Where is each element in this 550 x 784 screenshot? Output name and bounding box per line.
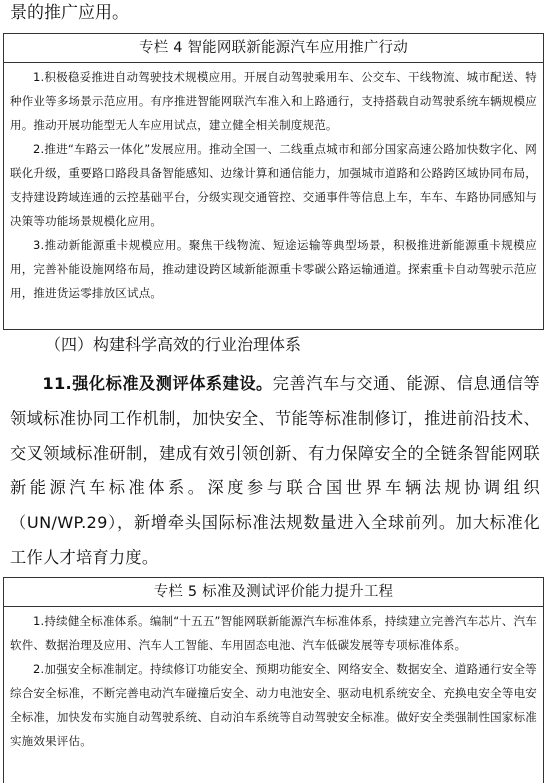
section-heading: （四）构建科学高效的行业治理体系 — [45, 335, 302, 354]
special-column-5-box — [3, 577, 544, 783]
column-5-item-1: 1.持续健全标准体系。编制“十五五”智能网联新能源汽车标准体系，持续建立完善汽车芯片、汽车软件、数据治理及应用、汽车人工智能、车用固态电池、汽车低碳发展等专项标准体系。 — [10, 614, 537, 652]
body-paragraph — [10, 367, 540, 576]
column-4-item-1: 1.积极稳妥推进自动驾驶技术规模应用。开展自动驾驶乘用车、公交车、干线物流、城市配送、特种作业等多场景示范应用。有序推进智能网联汽车准入和上路通行，支持搭载自动驾驶系统车辆规模应用。推动开展功能型无人车应用试点，建立健全相关制度规范。 — [10, 70, 537, 132]
special-column-4-box — [3, 33, 544, 330]
paragraph-text: 完善汽车与交通、能源、信息通信等领域标准协同工作机制，加快安全、节能等标准制修订，推进前沿技术、交叉领域标准研制，建成有效引领创新、有力保障安全的全链条智能网联新能源汽车标准体系。深度参与联合国世界车辆法规协调组织（UN/WP.29），新增牵头国际标准法规数量进入全球前列。加大标准化工作人才培育力度。 — [10, 374, 540, 567]
special-column-5-title: 专栏 5 标准及测试评价能力提升工程 — [4, 578, 543, 607]
special-column-4-title: 专栏 4 智能网联新能源汽车应用推广行动 — [4, 34, 543, 63]
column-4-item-3: 3.推动新能源重卡规模应用。聚焦干线物流、短途运输等典型场景，积极推进新能源重卡规模应用，完善补能设施网络布局，推动建设跨区域新能源重卡零碳公路运输通道。探索重卡自动驾驶示范应用，推进货运零排放区试点。 — [10, 238, 537, 300]
paragraph-lead: 11.强化标准及测评体系建设。 — [42, 374, 273, 393]
column-5-item-2: 2.加强安全标准制定。持续修订功能安全、预期功能安全、网络安全、数据安全、道路通行安全等综合安全标准，不断完善电动汽车碰撞后安全、动力电池安全、驱动电机系统安全、充换电安全等电安全标准，加快发布实施自动驾驶系统、自动泊车系统等自动驾驶安全标准。做好安全类强制性国家标准实施效果评估。 — [10, 662, 537, 748]
special-column-4-body — [4, 63, 543, 305]
special-column-5-body — [4, 607, 543, 753]
column-4-item-2: 2.推进“车路云一体化”发展应用。推动全国一、二线重点城市和部分国家高速公路加快数字化、网联化升级，重要路口路段具备智能感知、边缘计算和通信能力，加强城市道路和公路跨区域协同布局，支持建设跨域连通的云控基础平台，分级实现交通管控、交通事件等信息上车，车车、车路协同感知与决策等功能场景规模化应用。 — [10, 142, 537, 228]
continued-text-line: 景的推广应用。 — [10, 3, 129, 23]
